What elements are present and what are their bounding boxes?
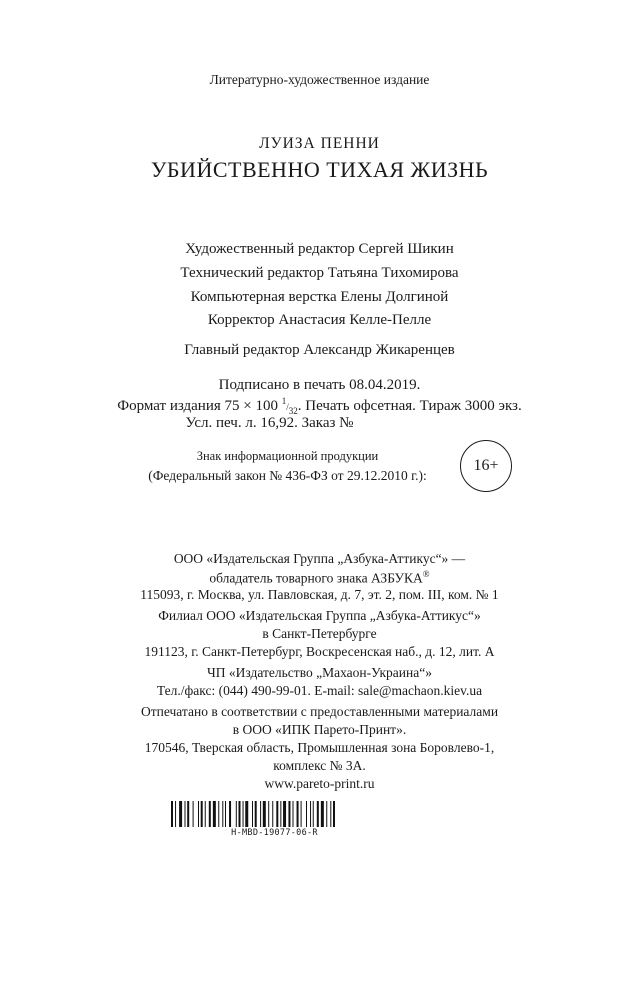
- printer-complex: комплекс № 3А.: [273, 758, 366, 773]
- credit-art-editor: Художественный редактор Сергей Шикин: [185, 241, 454, 257]
- format-prefix: Формат издания 75 × 100: [117, 398, 282, 414]
- order-line: Усл. печ. л. 16,92. Заказ №: [185, 415, 354, 431]
- publisher-address: 115093, г. Москва, ул. Павловская, д. 7, эт. 2, пом. III, ком. № 1: [140, 587, 499, 602]
- credit-proofreader: Корректор Анастасия Келле-Пелле: [207, 312, 432, 328]
- publisher-trademark: обладатель товарного знака АЗБУКА: [209, 570, 423, 586]
- printer-address: 170546, Тверская область, Промышленная зона Боровлево-1,: [144, 740, 495, 755]
- barcode-text: H-MBD-19077-06-R: [231, 828, 318, 838]
- chief-editor: Главный редактор Александр Жикаренцев: [184, 342, 455, 358]
- barcode: [171, 801, 378, 827]
- credit-tech-editor: Технический редактор Татьяна Тихомирова: [180, 265, 459, 281]
- info-sign-line2: (Федеральный закон № 436-ФЗ от 29.12.2010 г.):: [148, 468, 427, 483]
- format-suffix: . Печать офсетная. Тираж 3000 экз.: [297, 398, 522, 414]
- format-slash: /: [286, 402, 289, 412]
- branch-line2: в Санкт-Петербурге: [262, 626, 377, 641]
- branch-line1: Филиал ООО «Издательская Группа „Азбука-Аттикус“»: [158, 608, 481, 623]
- format-line: [0, 396, 639, 416]
- printer-line1: Отпечатано в соответствии с предоставленными материалами: [140, 704, 499, 719]
- book-title: УБИЙСТВЕННО ТИХАЯ ЖИЗНЬ: [150, 157, 489, 182]
- ukraine-contacts: Тел./факс: (044) 490-99-01. E-mail: sale@machaon.kiev.ua: [156, 683, 483, 698]
- info-sign-line1: Знак информационной продукции: [196, 449, 379, 463]
- credit-layout: Компьютерная верстка Елены Долгиной: [190, 289, 449, 305]
- format-numerator: 1: [281, 396, 287, 406]
- signed-date: Подписано в печать 08.04.2019.: [218, 377, 421, 393]
- registered-mark: ®: [422, 569, 430, 579]
- ukraine-publisher: ЧП «Издательство „Махаон-Украина“»: [207, 665, 432, 680]
- printer-line2: в ООО «ИПК Парето-Принт».: [232, 722, 407, 737]
- publisher-line2: [0, 569, 639, 587]
- format-denominator: 32: [288, 406, 298, 416]
- author-name: ЛУИЗА ПЕННИ: [259, 135, 380, 152]
- publisher-line1: ООО «Издательская Группа „Азбука-Аттикус“» —: [173, 551, 466, 566]
- age-rating-badge: [460, 440, 512, 492]
- edition-type: Литературно-художественное издание: [209, 72, 430, 87]
- printer-website: www.pareto-print.ru: [264, 776, 375, 791]
- branch-address: 191123, г. Санкт-Петербург, Воскресенская наб., д. 12, лит. А: [144, 644, 495, 659]
- age-rating: 16+: [473, 457, 499, 474]
